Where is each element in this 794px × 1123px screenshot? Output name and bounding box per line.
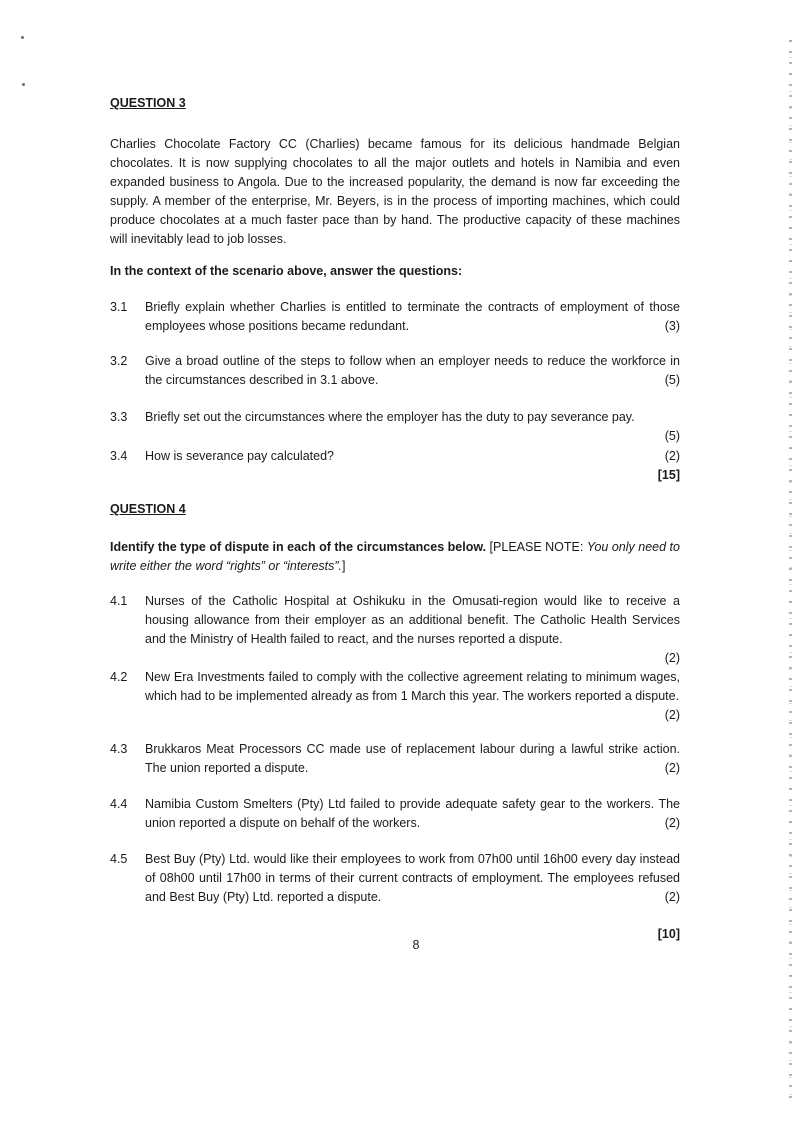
item-4-3 [110, 740, 680, 778]
item-4-1 [110, 592, 680, 668]
item-4-1-text: Nurses of the Catholic Hospital at Oshikuku in the Omusati-region would like to receive a housing allowance from their employer as an additional benefit. The Catholic Health Services and the Ministry of Health failed to react, and the nurses reported a dispute. [145, 594, 680, 646]
item-4-2-text: New Era Investments failed to comply with the collective agreement relating to minimum wages, which had to be implemented already as from 1 March this year. The workers reported a dispute. [145, 670, 680, 703]
item-3-3-marks: (5) [664, 429, 680, 443]
item-4-1-body [145, 592, 680, 668]
item-4-5-marks: (2) [664, 890, 680, 904]
item-3-1-marks: (3) [664, 319, 680, 333]
instruction-note-close: ] [342, 559, 346, 573]
item-3-2-marks: (5) [664, 373, 680, 387]
item-4-4-body [145, 795, 680, 833]
question-3-prompt: In the context of the scenario above, answer the questions: [110, 264, 463, 278]
item-4-4-marks: (2) [664, 816, 680, 830]
item-3-1-body [145, 298, 680, 336]
item-3-4-marks: (2) [664, 449, 680, 463]
question-4-total-marks: [10] [657, 927, 680, 941]
question-4-heading: QUESTION 4 [110, 502, 186, 516]
item-3-3-body [145, 408, 680, 446]
item-3-2-text: Give a broad outline of the steps to follow when an employer needs to reduce the workforce in the circumstances described in 3.1 above. [145, 354, 680, 387]
instruction-bold-text: Identify the type of dispute in each of the circumstances below. [110, 540, 487, 554]
page-number: 8 [412, 938, 420, 952]
item-3-2-body [145, 352, 680, 390]
item-3-4-body [145, 447, 680, 466]
item-3-4 [110, 447, 680, 466]
item-4-2-number: 4.2 [110, 670, 128, 684]
item-4-5-body [145, 850, 680, 907]
item-4-5-number: 4.5 [110, 852, 128, 866]
item-3-3-text: Briefly set out the circumstances where the employer has the duty to pay severance pay. [145, 410, 635, 424]
instruction-note-open: [PLEASE NOTE: [486, 540, 587, 554]
question-3-total-marks: [15] [657, 468, 680, 482]
item-3-3-number: 3.3 [110, 410, 128, 424]
item-4-3-marks: (2) [664, 761, 680, 775]
item-3-4-text: How is severance pay calculated? [145, 449, 334, 463]
item-3-1-text: Briefly explain whether Charlies is entitled to terminate the contracts of employment of those employees whose positions became redundant. [145, 300, 680, 333]
question-4-instruction [110, 538, 680, 576]
item-3-2-number: 3.2 [110, 354, 128, 368]
item-4-3-body [145, 740, 680, 778]
item-4-2-marks: (2) [664, 708, 680, 722]
item-3-4-number: 3.4 [110, 449, 128, 463]
item-3-1 [110, 298, 680, 336]
scan-speck [21, 36, 24, 39]
item-3-1-number: 3.1 [110, 300, 128, 314]
item-4-5-text: Best Buy (Pty) Ltd. would like their employees to work from 07h00 until 16h00 every day instead of 08h00 until 17h00 in terms of their current contracts of employment. The employees refused and Best Buy (Pty) Ltd. reported a dispute. [145, 852, 680, 904]
item-4-2 [110, 668, 680, 725]
item-4-4-number: 4.4 [110, 797, 128, 811]
item-4-1-number: 4.1 [110, 594, 128, 608]
item-4-3-number: 4.3 [110, 742, 128, 756]
instruction-note-italic: You only need to write either the word “rights” or “interests”. [110, 540, 680, 573]
question-3-section [110, 94, 680, 485]
item-4-3-text: Brukkaros Meat Processors CC made use of replacement labour during a lawful strike action. The union reported a dispute. [145, 742, 680, 775]
item-4-4 [110, 795, 680, 833]
scan-speck [22, 83, 25, 86]
item-4-4-text: Namibia Custom Smelters (Pty) Ltd failed to provide adequate safety gear to the workers. The union reported a dispute on behalf of the workers. [145, 797, 680, 830]
item-4-5 [110, 850, 680, 907]
question-3-scenario: Charlies Chocolate Factory CC (Charlies) became famous for its delicious handmade Belgian chocolates. It is now supplying chocolates to all the major outlets and hotels in Namibia and even expanded business to Angola. Due to the increased popularity, the demand is now far exceeding the supply. A member of the enterprise, Mr. Beyers, is in the process of importing machines, which could produce chocolates at a much faster pace than by hand. The productive capacity of these machines will inevitably lead to job losses. [110, 137, 680, 246]
question-3-heading: QUESTION 3 [110, 96, 186, 110]
question-4-section [110, 500, 680, 944]
item-4-1-marks: (2) [664, 651, 680, 665]
item-4-2-body [145, 668, 680, 725]
item-3-3 [110, 408, 680, 446]
item-3-2 [110, 352, 680, 390]
